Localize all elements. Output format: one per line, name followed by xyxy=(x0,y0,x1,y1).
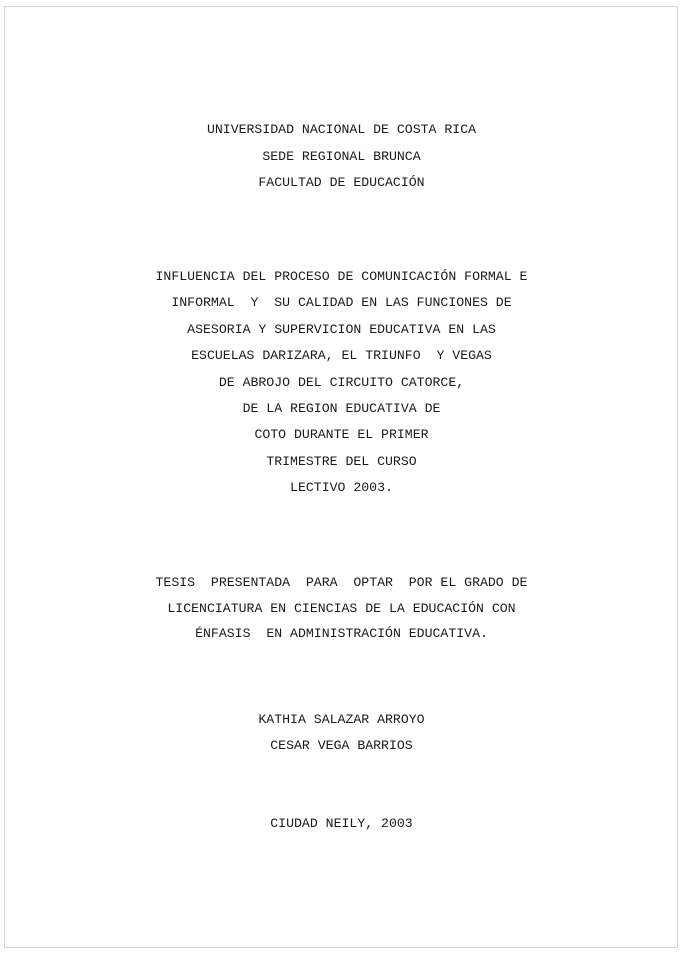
university-name: UNIVERSIDAD NACIONAL DE COSTA RICA xyxy=(206,122,477,137)
author-name: KATHIA SALAZAR ARROYO xyxy=(258,712,425,727)
title-line: DE LA REGION EDUCATIVA DE xyxy=(242,401,441,417)
title-line: ESCUELAS DARIZARA, EL TRIUNFO Y VEGAS xyxy=(191,348,492,364)
title-line: ASESORIA Y SUPERVICION EDUCATIVA EN LAS xyxy=(187,321,496,337)
regional-campus: SEDE REGIONAL BRUNCA xyxy=(262,148,421,164)
place-date-text: CIUDAD NEILY, 2003 xyxy=(270,816,413,831)
degree-line: TESIS PRESENTADA PARA OPTAR POR EL GRADO DE xyxy=(155,575,528,590)
institution-header xyxy=(0,117,683,197)
degree-line: ÉNFASIS EN ADMINISTRACIÓN EDUCATIVA. xyxy=(195,626,488,641)
title-line: INFLUENCIA DEL PROCESO DE COMUNICACIÓN FORMAL E xyxy=(155,269,528,284)
title-line: LECTIVO 2003. xyxy=(290,480,393,496)
place-and-date xyxy=(0,812,683,836)
title-line: COTO DURANTE EL PRIMER xyxy=(254,427,429,443)
faculty-name: FACULTAD DE EDUCACIÓN xyxy=(258,175,425,190)
degree-line: LICENCIATURA EN CIENCIAS DE LA EDUCACIÓN CON xyxy=(167,600,516,616)
title-line: TRIMESTRE DEL CURSO xyxy=(266,453,417,469)
authors xyxy=(0,707,683,759)
author-name: CESAR VEGA BARRIOS xyxy=(270,738,413,753)
degree-statement xyxy=(0,570,683,647)
title-line: INFORMAL Y SU CALIDAD EN LAS FUNCIONES DE xyxy=(171,295,512,311)
thesis-title xyxy=(0,264,683,502)
title-line: DE ABROJO DEL CIRCUITO CATORCE, xyxy=(218,374,465,390)
